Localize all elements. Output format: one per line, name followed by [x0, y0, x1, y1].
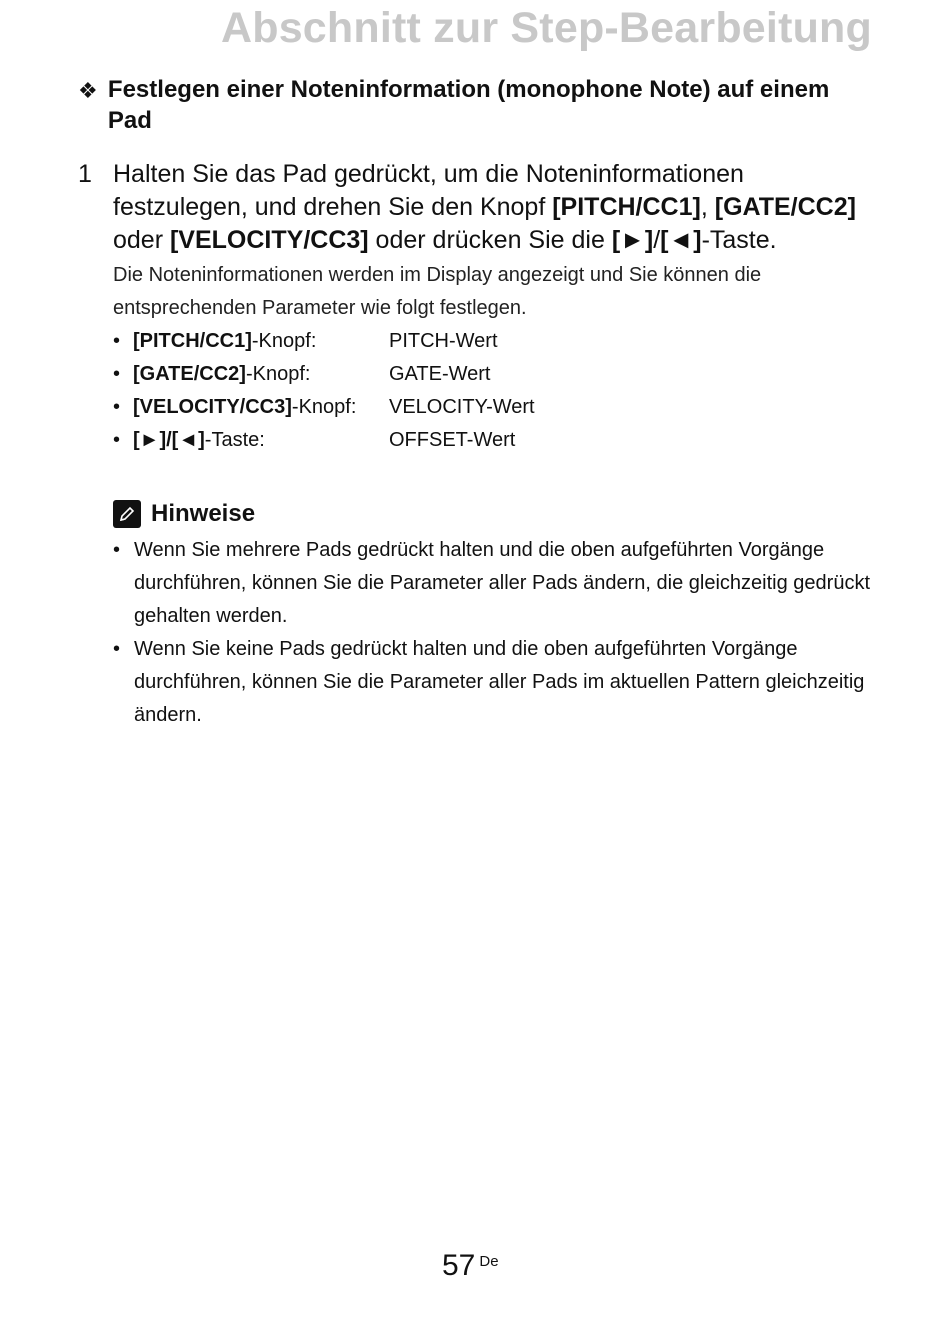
step-text-part: , — [700, 193, 715, 221]
notes-list — [113, 534, 883, 732]
step-text-part: -Taste. — [701, 226, 777, 254]
diamond-dingbat-icon: ❖ — [78, 78, 98, 103]
step-text-part: oder drücken Sie die — [368, 226, 612, 254]
param-bold: [►]/[◄] — [133, 429, 205, 451]
page-header-title: Abschnitt zur Step-Bearbeitung — [220, 4, 872, 52]
bullet-icon: • — [113, 330, 121, 352]
param-suffix: -Knopf: — [291, 396, 357, 418]
bullet-icon: • — [113, 539, 121, 561]
param-item — [113, 424, 878, 457]
note-text: Wenn Sie keine Pads gedrückt halten und die oben aufgeführten Vorgänge durchführen, können Sie die Parameter aller Pads im aktuellen Pattern gleichzeitig ändern. — [134, 638, 865, 726]
param-value: PITCH-Wert — [389, 330, 498, 352]
param-value: OFFSET-Wert — [389, 429, 516, 451]
step-description: Die Noteninformationen werden im Display angezeigt und Sie können die entsprechenden Parameter wie folgt festlegen. — [113, 264, 762, 319]
note-text: Wenn Sie mehrere Pads gedrückt halten und die oben aufgeführten Vorgänge durchführen, können Sie die Parameter aller Pads ändern, die gleichzeitig gedrückt gehalten werden. — [134, 539, 870, 627]
param-name — [133, 358, 389, 391]
step-text-part: Halten Sie das Pad gedrückt, um die Noteninformationen festzulegen, und drehen Sie den Knopf — [113, 160, 744, 221]
step-text-part: / — [653, 226, 661, 254]
step-instruction — [113, 158, 878, 257]
param-item — [113, 391, 878, 424]
param-bold: [GATE/CC2] — [133, 363, 246, 385]
param-bold: [VELOCITY/CC3] — [133, 396, 292, 418]
param-value: GATE-Wert — [389, 363, 491, 385]
button-left-label: [◄] — [660, 226, 702, 254]
param-bold: [PITCH/CC1] — [133, 330, 252, 352]
page-footer — [442, 1249, 499, 1283]
param-name — [133, 325, 389, 358]
param-name — [133, 391, 389, 424]
knob-velocity-label: [VELOCITY/CC3] — [169, 226, 369, 254]
bullet-icon: • — [113, 363, 121, 385]
param-list — [113, 325, 878, 457]
step-text-part: oder — [113, 226, 170, 254]
bullet-icon: • — [113, 429, 121, 451]
note-item — [113, 633, 883, 732]
pencil-icon — [113, 500, 141, 528]
notes-title: Hinweise — [151, 500, 256, 527]
param-item — [113, 325, 878, 358]
param-suffix: -Taste: — [204, 429, 265, 451]
step-body — [113, 158, 878, 457]
step-number: 1 — [78, 160, 92, 188]
param-item — [113, 358, 878, 391]
param-name — [133, 424, 389, 457]
knob-gate-label: [GATE/CC2] — [714, 193, 856, 221]
note-item — [113, 534, 883, 633]
param-suffix: -Knopf: — [251, 330, 317, 352]
step-1 — [78, 158, 878, 457]
button-right-label: [►] — [611, 226, 654, 254]
param-value: VELOCITY-Wert — [389, 396, 535, 418]
section-title: Festlegen einer Noteninformation (monophone Note) auf einem Pad — [107, 76, 830, 134]
language-tag: De — [479, 1253, 499, 1270]
param-suffix: -Knopf: — [245, 363, 311, 385]
bullet-icon: • — [113, 638, 121, 660]
page-number: 57 — [442, 1249, 476, 1282]
bullet-icon: • — [113, 396, 121, 418]
section-heading — [78, 74, 878, 136]
notes-heading — [113, 498, 883, 530]
notes-box — [113, 498, 883, 732]
knob-pitch-label: [PITCH/CC1] — [552, 193, 701, 221]
